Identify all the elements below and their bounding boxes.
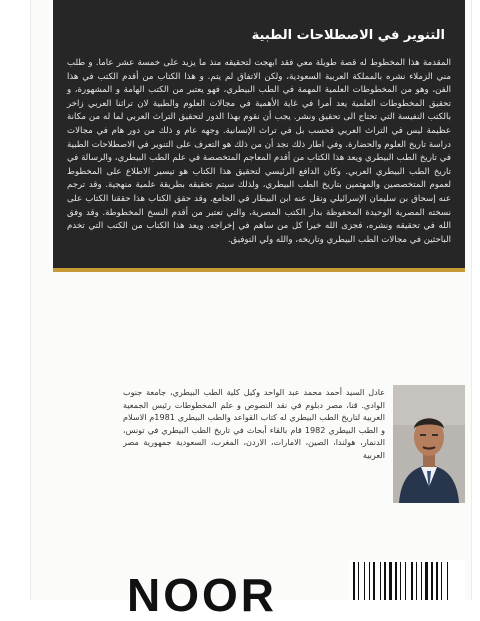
blurb-panel [53,0,465,268]
barcode [349,560,465,600]
author-photo [393,385,465,503]
book-description: المقدمة هذا المخطوط له قصة طويلة معي فقد ابهجت لتحقيقه منذ ما يزيد على خمسة عشر عاما. و طلب مني الزملاء نشره بالمملكة العربية السعودية، ولكن الاتفاق لم يتم. و هذا الكتاب من أقدم الكتب في هذا الفن، وهو من المخطوطات العلمية المهمة في الطب البيطري، فهو يعتبر من الكتب الهامة و المشهورة، و تحقيق المخطوطات العلمية يعد أمرا في غاية الأهمية في مجالات العلوم والطبية لان تراثنا العربي زاخر بالكتب النفيسة التي تحتاج الى تحقيق ونشر. يجب أن نقوم بهذا الدور لتحقيق التراث العربي لما له من مكانة عظيمة ليس في التراث العربي فحسب بل في تراث الإنسانية. وجهه عام و ذلك من دور هام في مجالات دراسة تاريخ العلوم والحضارة. وفي اطار ذلك نجد أن من ذلك هو التعرف على التنوير في الاصطلاحات الطبية في تاريخ الطب البيطري ويعد هذا الكتاب من أقدم المعاجم المتخصصة في علم الطب البيطري، والرسالة في تاريخ الطب البيطري العربي. وكان الدافع الرئيسي لتحقيق هذا الكتاب هو تيسير الاطلاع على المخطوط لعموم المتخصصين والمهتمين بتاريخ الطب البيطري، ولذلك سيتم تحقيقه بطريقة علمية منهجية. وقد ترجم عنه إسحاق بن سليمان الإسرائيلي ونقل عنه ابن البيطار في الجامع. وقد حقق الكتاب هذا حققنا الكتاب على نسخته المصرية الوحيدة المحفوظة بدار الكتب المصرية، والتي تعتبر من أقدم النسخ المخطوطة. وقد وفق الله في تحقيقه ونشره، فجزى الله خيرا كل من ساهم في إخراجه. ويعد هذا الكتاب من الكتب التي تخدم الباحثين في مجالات الطب البيطري وتاريخه، والله ولي التوفيق. [67,58,451,245]
back-cover [30,0,472,621]
publisher-logo: NOOR [127,569,277,621]
author-portrait-image [393,385,465,503]
barcode-icon [349,560,465,600]
book-title: التنوير في الاصطلاحات الطبية [251,28,445,43]
author-bio: عادل السيد أحمد محمد عبد الواحد وكيل كلية الطب البيطري، جامعة جنوب الوادي. قنا، مصر دبلوم في نقد النصوص و علم المخطوطات رئيس الجمعية العربية لتاريخ الطب البيطري له كتاب القواعد والطب البيطري 1981م الاسلام و الطب البيطري 1982 قام بالقاء أبحاث في تاريخ الطب البيطري في تونس، الدنمار، هولندا، الصين، الامارات، الاردن، المغرب، السعودية جمهورية مصر العربية [123,387,385,460]
accent-divider [53,268,465,272]
